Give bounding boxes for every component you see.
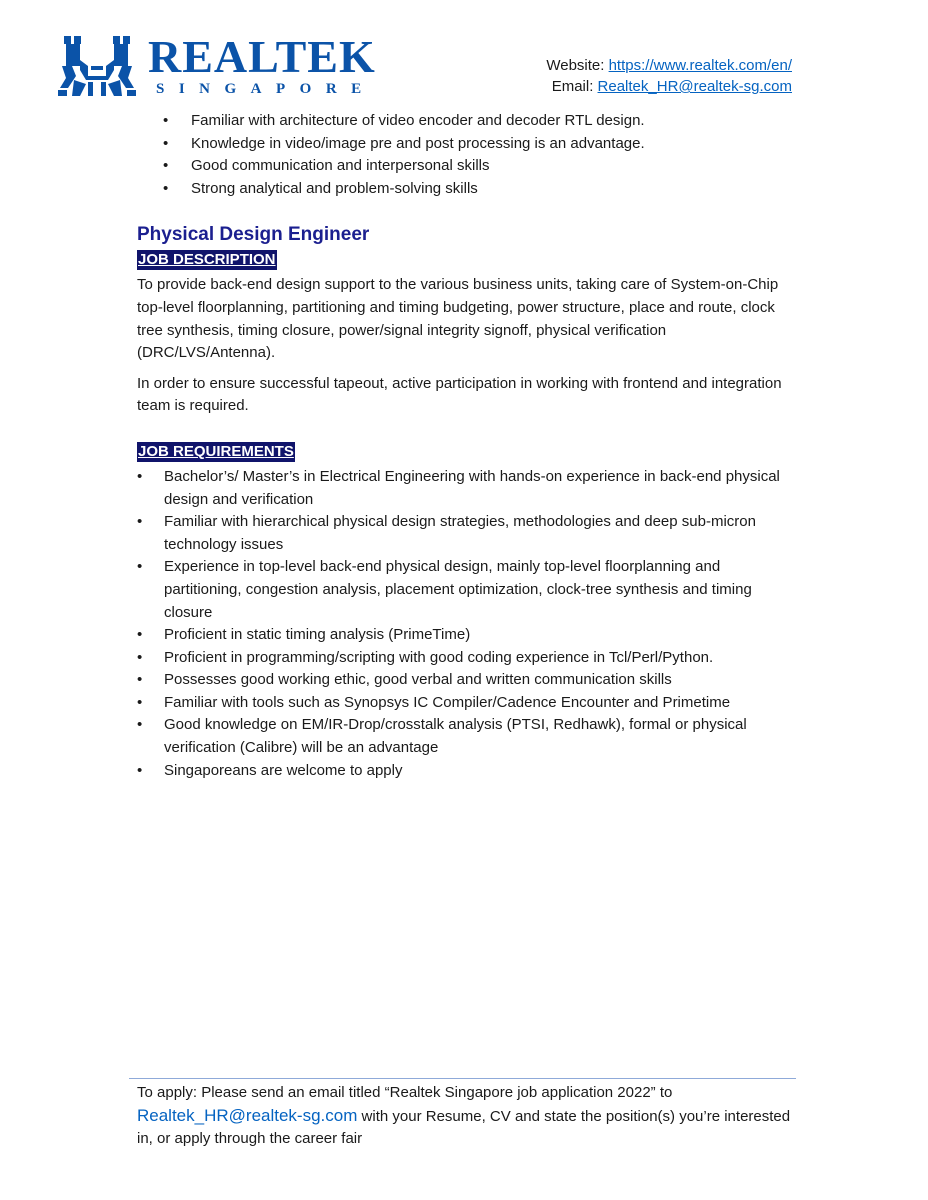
website-line — [546, 55, 792, 76]
logo-wordmark: REALTEK — [148, 31, 376, 82]
realtek-logo — [58, 31, 376, 100]
email-line — [546, 76, 792, 97]
realtek-chip-logo-icon — [58, 36, 136, 98]
list-item: • Singaporeans are welcome to apply — [137, 760, 797, 783]
list-item: • Experience in top-level back-end physical design, mainly top-level floorplanning and partitioning, congestion analysis, placement optimization, clock-tree synthesis and timing closure — [137, 556, 797, 624]
email-label: Email: — [551, 78, 598, 95]
footer-line-2 — [137, 1105, 797, 1151]
footer-divider — [129, 1078, 796, 1079]
footer-apply-text: with your Resume, CV and state the position(s) you’re interested in, or apply through the career fair — [137, 1107, 791, 1148]
email-link[interactable]: Realtek_HR@realtek-sg.com — [597, 78, 792, 95]
job-description-paragraph: To provide back-end design support to the various business units, taking care of System-on-Chip top-level floorplanning, partitioning and timing budgeting, power structure, place and route, clock tree synthesis, timing closure, power/signal integrity signoff, physical verification (DRC/LVS/Antenna). — [137, 276, 779, 362]
list-item: • Good communication and interpersonal skills — [137, 155, 797, 178]
job-requirements-list — [137, 466, 797, 782]
list-item: • Good knowledge on EM/IR-Drop/crosstalk analysis (PTSI, Redhawk), formal or physical verification (Calibre) will be an advantage — [137, 714, 797, 759]
list-item: • Bachelor’s/ Master’s in Electrical Engineering with hands-on experience in back-end physical design and verification — [137, 466, 797, 511]
main-content — [137, 110, 797, 782]
list-item: • Familiar with hierarchical physical design strategies, methodologies and deep sub-micron technology issues — [137, 511, 797, 556]
list-item: • Possesses good working ethic, good verbal and written communication skills — [137, 669, 797, 692]
job-description-paragraph: In order to ensure successful tapeout, active participation in working with frontend and integration team is required. — [137, 374, 782, 415]
website-label: Website: — [546, 57, 609, 74]
list-item: • Knowledge in video/image pre and post processing is an advantage. — [137, 133, 797, 156]
job-requirements-heading: JOB REQUIREMENTS — [138, 442, 294, 460]
footer-line-1: To apply: Please send an email titled “Realtek Singapore job application 2022” to — [137, 1084, 673, 1101]
footer-email: Realtek_HR@realtek-sg.com — [137, 1105, 358, 1125]
list-item: • Proficient in static timing analysis (PrimeTime) — [137, 624, 797, 647]
list-item: • Strong analytical and problem-solving skills — [137, 178, 797, 201]
previous-job-bullets — [137, 110, 797, 200]
contact-info — [546, 55, 792, 97]
logo-subtitle: SINGAPORE — [156, 81, 376, 97]
footer — [137, 1082, 797, 1151]
job-description-heading: JOB DESCRIPTION — [138, 251, 276, 269]
website-link[interactable]: https://www.realtek.com/en/ — [608, 57, 792, 74]
job-title: Physical Design Engineer — [137, 224, 370, 246]
list-item: • Familiar with architecture of video encoder and decoder RTL design. — [137, 110, 797, 133]
list-item: • Proficient in programming/scripting with good coding experience in Tcl/Perl/Python. — [137, 647, 797, 670]
list-item: • Familiar with tools such as Synopsys IC Compiler/Cadence Encounter and Primetime — [137, 692, 797, 715]
